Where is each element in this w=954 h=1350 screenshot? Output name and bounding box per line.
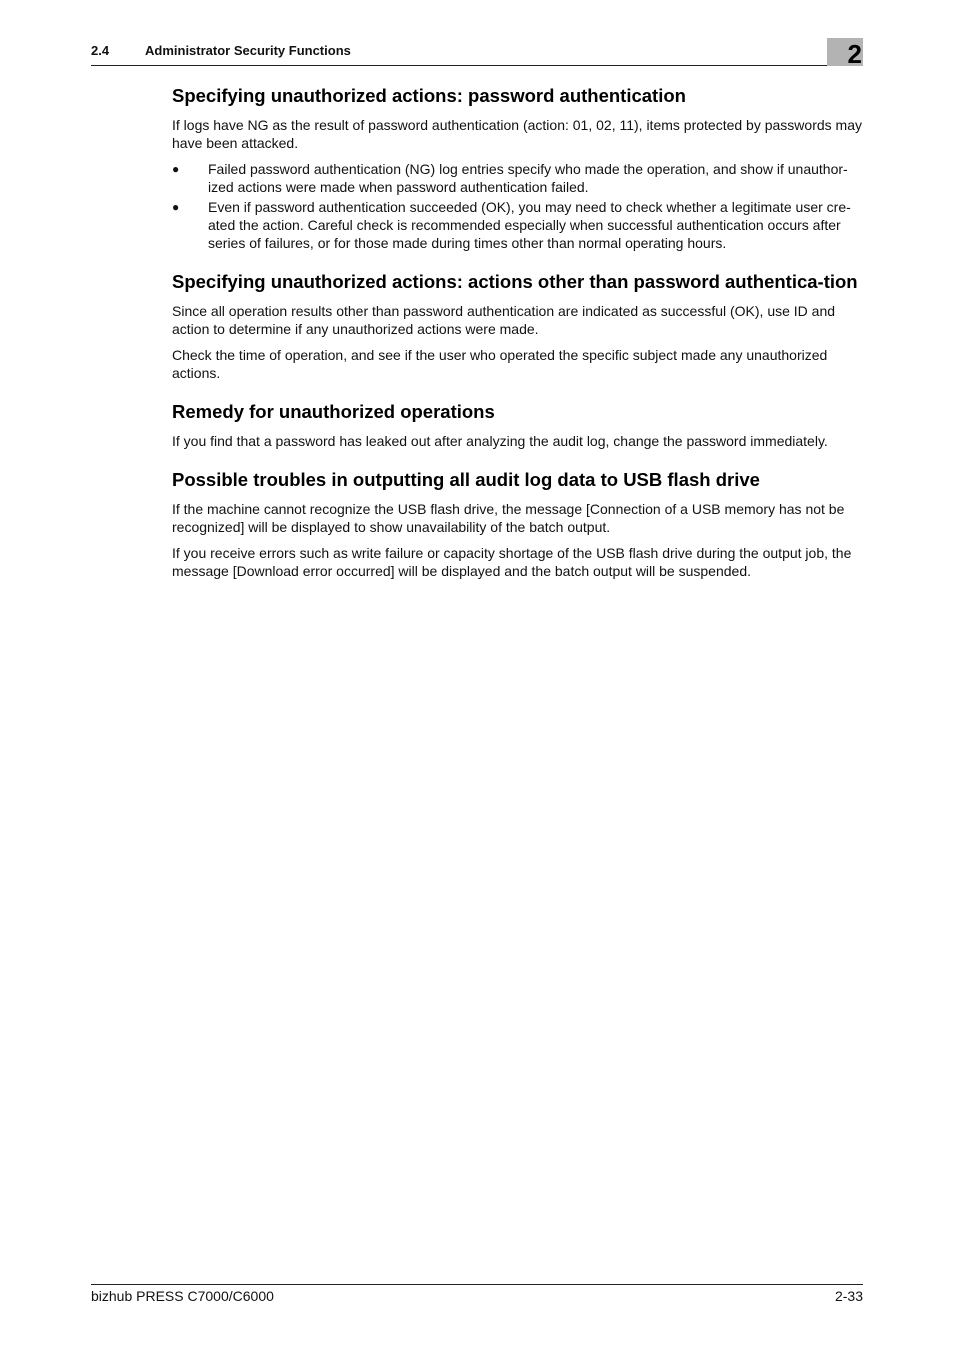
list-item-text: Even if password authentication succeeded (OK), you may need to check whether a legitimate user cre-ated the action. Careful check is recommended especially when successful authentication occurs after series of failures, or for those made during times other than normal operating hours.: [208, 199, 851, 251]
paragraph: If you receive errors such as write failure or capacity shortage of the USB flash drive during the output job, the message [Download error occurred] will be displayed and the batch output will be suspended.: [172, 545, 852, 579]
heading-remedy: Remedy for unauthorized operations: [172, 401, 495, 422]
section-number: 2.4: [91, 43, 110, 58]
page-number: 2-33: [834, 1288, 863, 1304]
paragraph: If the machine cannot recognize the USB flash drive, the message [Connection of a USB memory has not be recognized] will be displayed to show unavailability of the batch output.: [172, 501, 845, 535]
heading-password-auth: Specifying unauthorized actions: password authentication: [172, 85, 686, 106]
header-divider: [91, 65, 863, 66]
page-content: [172, 84, 864, 598]
list-item: [172, 198, 864, 252]
list-item: [172, 160, 864, 196]
section-remedy: [172, 400, 864, 450]
paragraph: If you find that a password has leaked out after analyzing the audit log, change the password immediately.: [172, 433, 828, 449]
heading-other-actions: Specifying unauthorized actions: actions other than password authentica-tion: [172, 271, 858, 292]
page-header: [91, 41, 863, 67]
chapter-tab: 2: [827, 38, 863, 66]
section-title: Administrator Security Functions: [145, 43, 351, 58]
bullet-icon: ●: [172, 200, 180, 214]
section-usb-troubles: [172, 468, 864, 580]
paragraph: If logs have NG as the result of password authentication (action: 01, 02, 11), items protected by passwords may have been attacked.: [172, 117, 862, 151]
list-item-text: Failed password authentication (NG) log entries specify who made the operation, and show if unauthor-ized actions were made when password authentication failed.: [208, 161, 848, 195]
section-password-auth: [172, 84, 864, 252]
paragraph: Since all operation results other than password authentication are indicated as successful (OK), use ID and action to determine if any unauthorized actions were made.: [172, 303, 836, 337]
footer-divider: [91, 1284, 863, 1285]
product-name: bizhub PRESS C7000/C6000: [91, 1288, 274, 1304]
paragraph: Check the time of operation, and see if the user who operated the specific subject made any unauthorized actions.: [172, 347, 828, 381]
section-other-actions: [172, 270, 864, 382]
heading-usb-troubles: Possible troubles in outputting all audit log data to USB flash drive: [172, 469, 760, 490]
bullet-icon: ●: [172, 162, 180, 176]
bullet-list: [172, 160, 864, 252]
page-footer: [91, 1284, 863, 1314]
